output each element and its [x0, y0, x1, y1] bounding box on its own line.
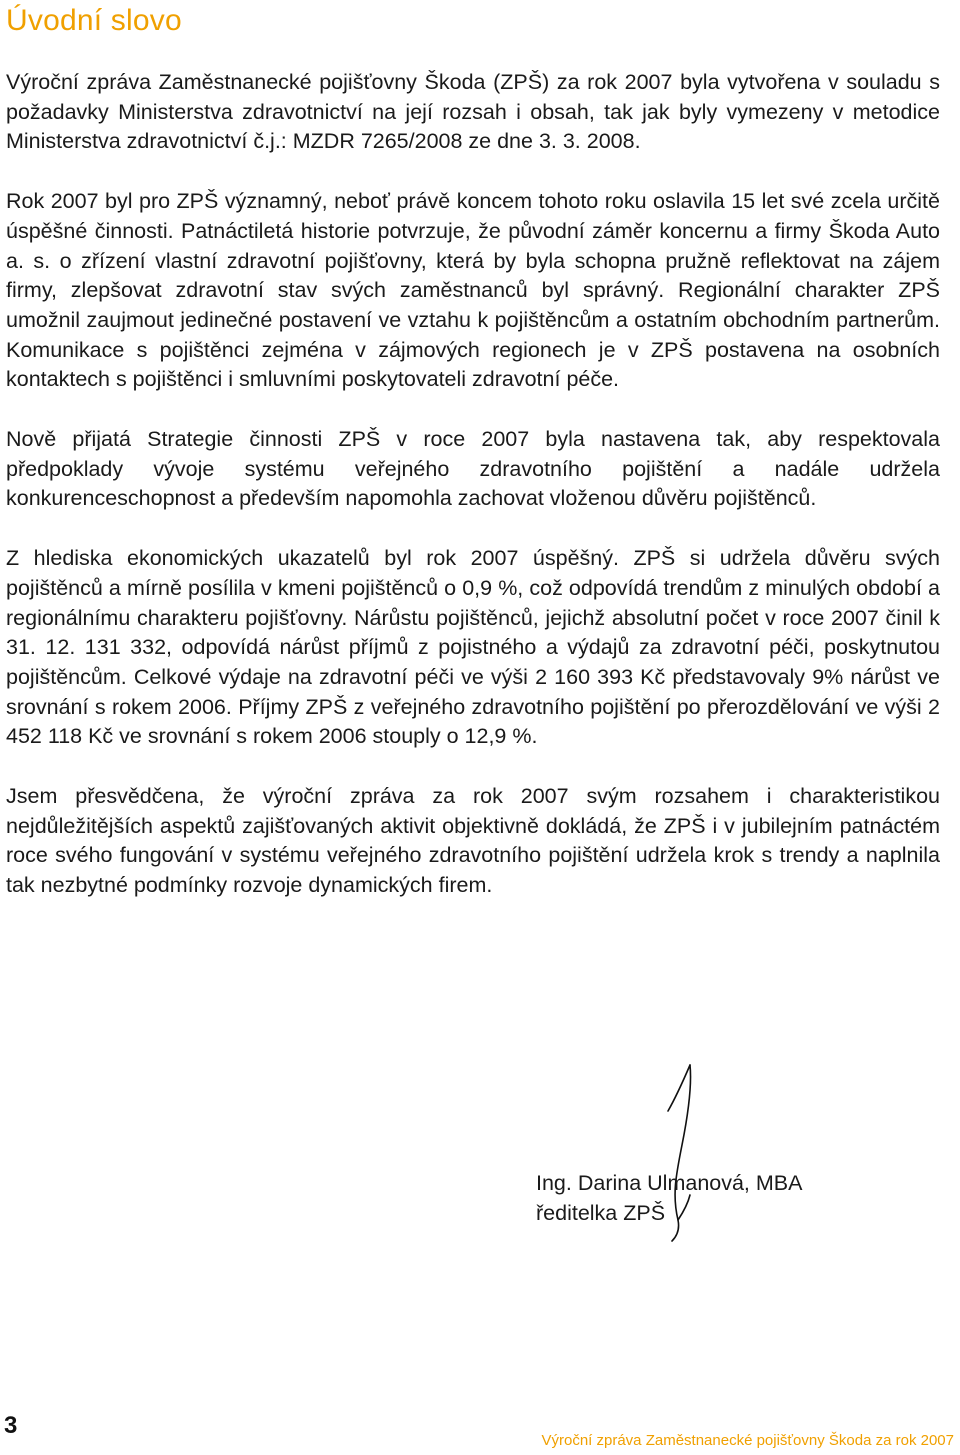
paragraph-economics: Z hlediska ekonomických ukazatelů byl rok 2007 úspěšný. ZPŠ si udržela důvěru svých pojištěnců a mírně posílila v kmeni pojištěnců o 0,9 %, což odpovídá trendům z minulých období a regionálnímu charakteru pojišťovny. Nárůstu pojištěnců, jejichž absolutní počet v roce 2007 činil k 31. 12. 131 332, odpovídá nárůst příjmů z pojistného a výdajů za zdravotní péči, poskytnutou pojištěncům. Celkové výdaje na zdravotní péči ve výši 2 160 393 Kč představovaly 9% nárůst ve srovnání s rokem 2006. Příjmy ZPŠ z veřejného zdravotního pojištění po přerozdělování ve výši 2 452 118 Kč ve srovnání s rokem 2006 stouply o 12,9 %.: [6, 546, 940, 749]
paragraph-intro: Výroční zpráva Zaměstnanecké pojišťovny Škoda (ZPŠ) za rok 2007 byla vytvořena v souladu s požadavky Ministerstva zdravotnictví na její rozsah i obsah, tak jak byly vymezeny v metodice Ministerstva zdravotnictví č.j.: MZDR 7265/2008 ze dne 3. 3. 2008.: [6, 70, 940, 154]
page-title: Úvodní slovo: [6, 4, 182, 37]
signatory-name: Ing. Darina Ulmanová, MBA: [536, 1171, 803, 1195]
paragraph-anniversary: Rok 2007 byl pro ZPŠ významný, neboť právě koncem tohoto roku oslavila 15 let své zcela určitě úspěšné činnosti. Patnáctiletá historie potvrzuje, že původní záměr koncernu a firmy Škoda Auto a. s. o zřízení vlastní zdravotní pojišťovny, která by byla schopna pružně reflektovat na zájem firmy, zlepšovat zdravotní stav svých zaměstnanců byl správný. Regionální charakter ZPŠ umožnil zaujmout jedinečné postavení ve vztahu k pojištěncům a ostatním obchodním partnerům. Komunikace s pojištěnci zejména v zájmových regionech je v ZPŠ postavena na osobních kontaktech s pojištěnci i smluvními poskytovateli zdravotní péče.: [6, 189, 940, 392]
page-number: 3: [4, 1412, 18, 1439]
body-text: [6, 68, 940, 931]
footer-document-title: Výroční zpráva Zaměstnanecké pojišťovny Škoda za rok 2007: [541, 1432, 954, 1449]
paragraph-strategy: Nově přijatá Strategie činnosti ZPŠ v roce 2007 byla nastavena tak, aby respektovala předpoklady vývoje systému veřejného zdravotního pojištění a nadále udržela konkurenceschopnost a především napomohla zachovat vloženou důvěru pojištěnců.: [6, 427, 940, 511]
page-footer: [0, 1412, 960, 1452]
paragraph-conclusion: Jsem přesvědčena, že výroční zpráva za rok 2007 svým rozsahem i charakteristikou nejdůležitějších aspektů zajišťovaných aktivit objektivně dokládá, že ZPŠ i v jubilejním patnáctém roce svého fungování v systému veřejného zdravotního pojištění udržela krok s trendy a naplnila tak nezbytné podmínky rozvoje dynamických firem.: [6, 784, 940, 898]
signature-block: [536, 1168, 802, 1228]
signatory-role: ředitelka ZPŠ: [536, 1201, 666, 1225]
